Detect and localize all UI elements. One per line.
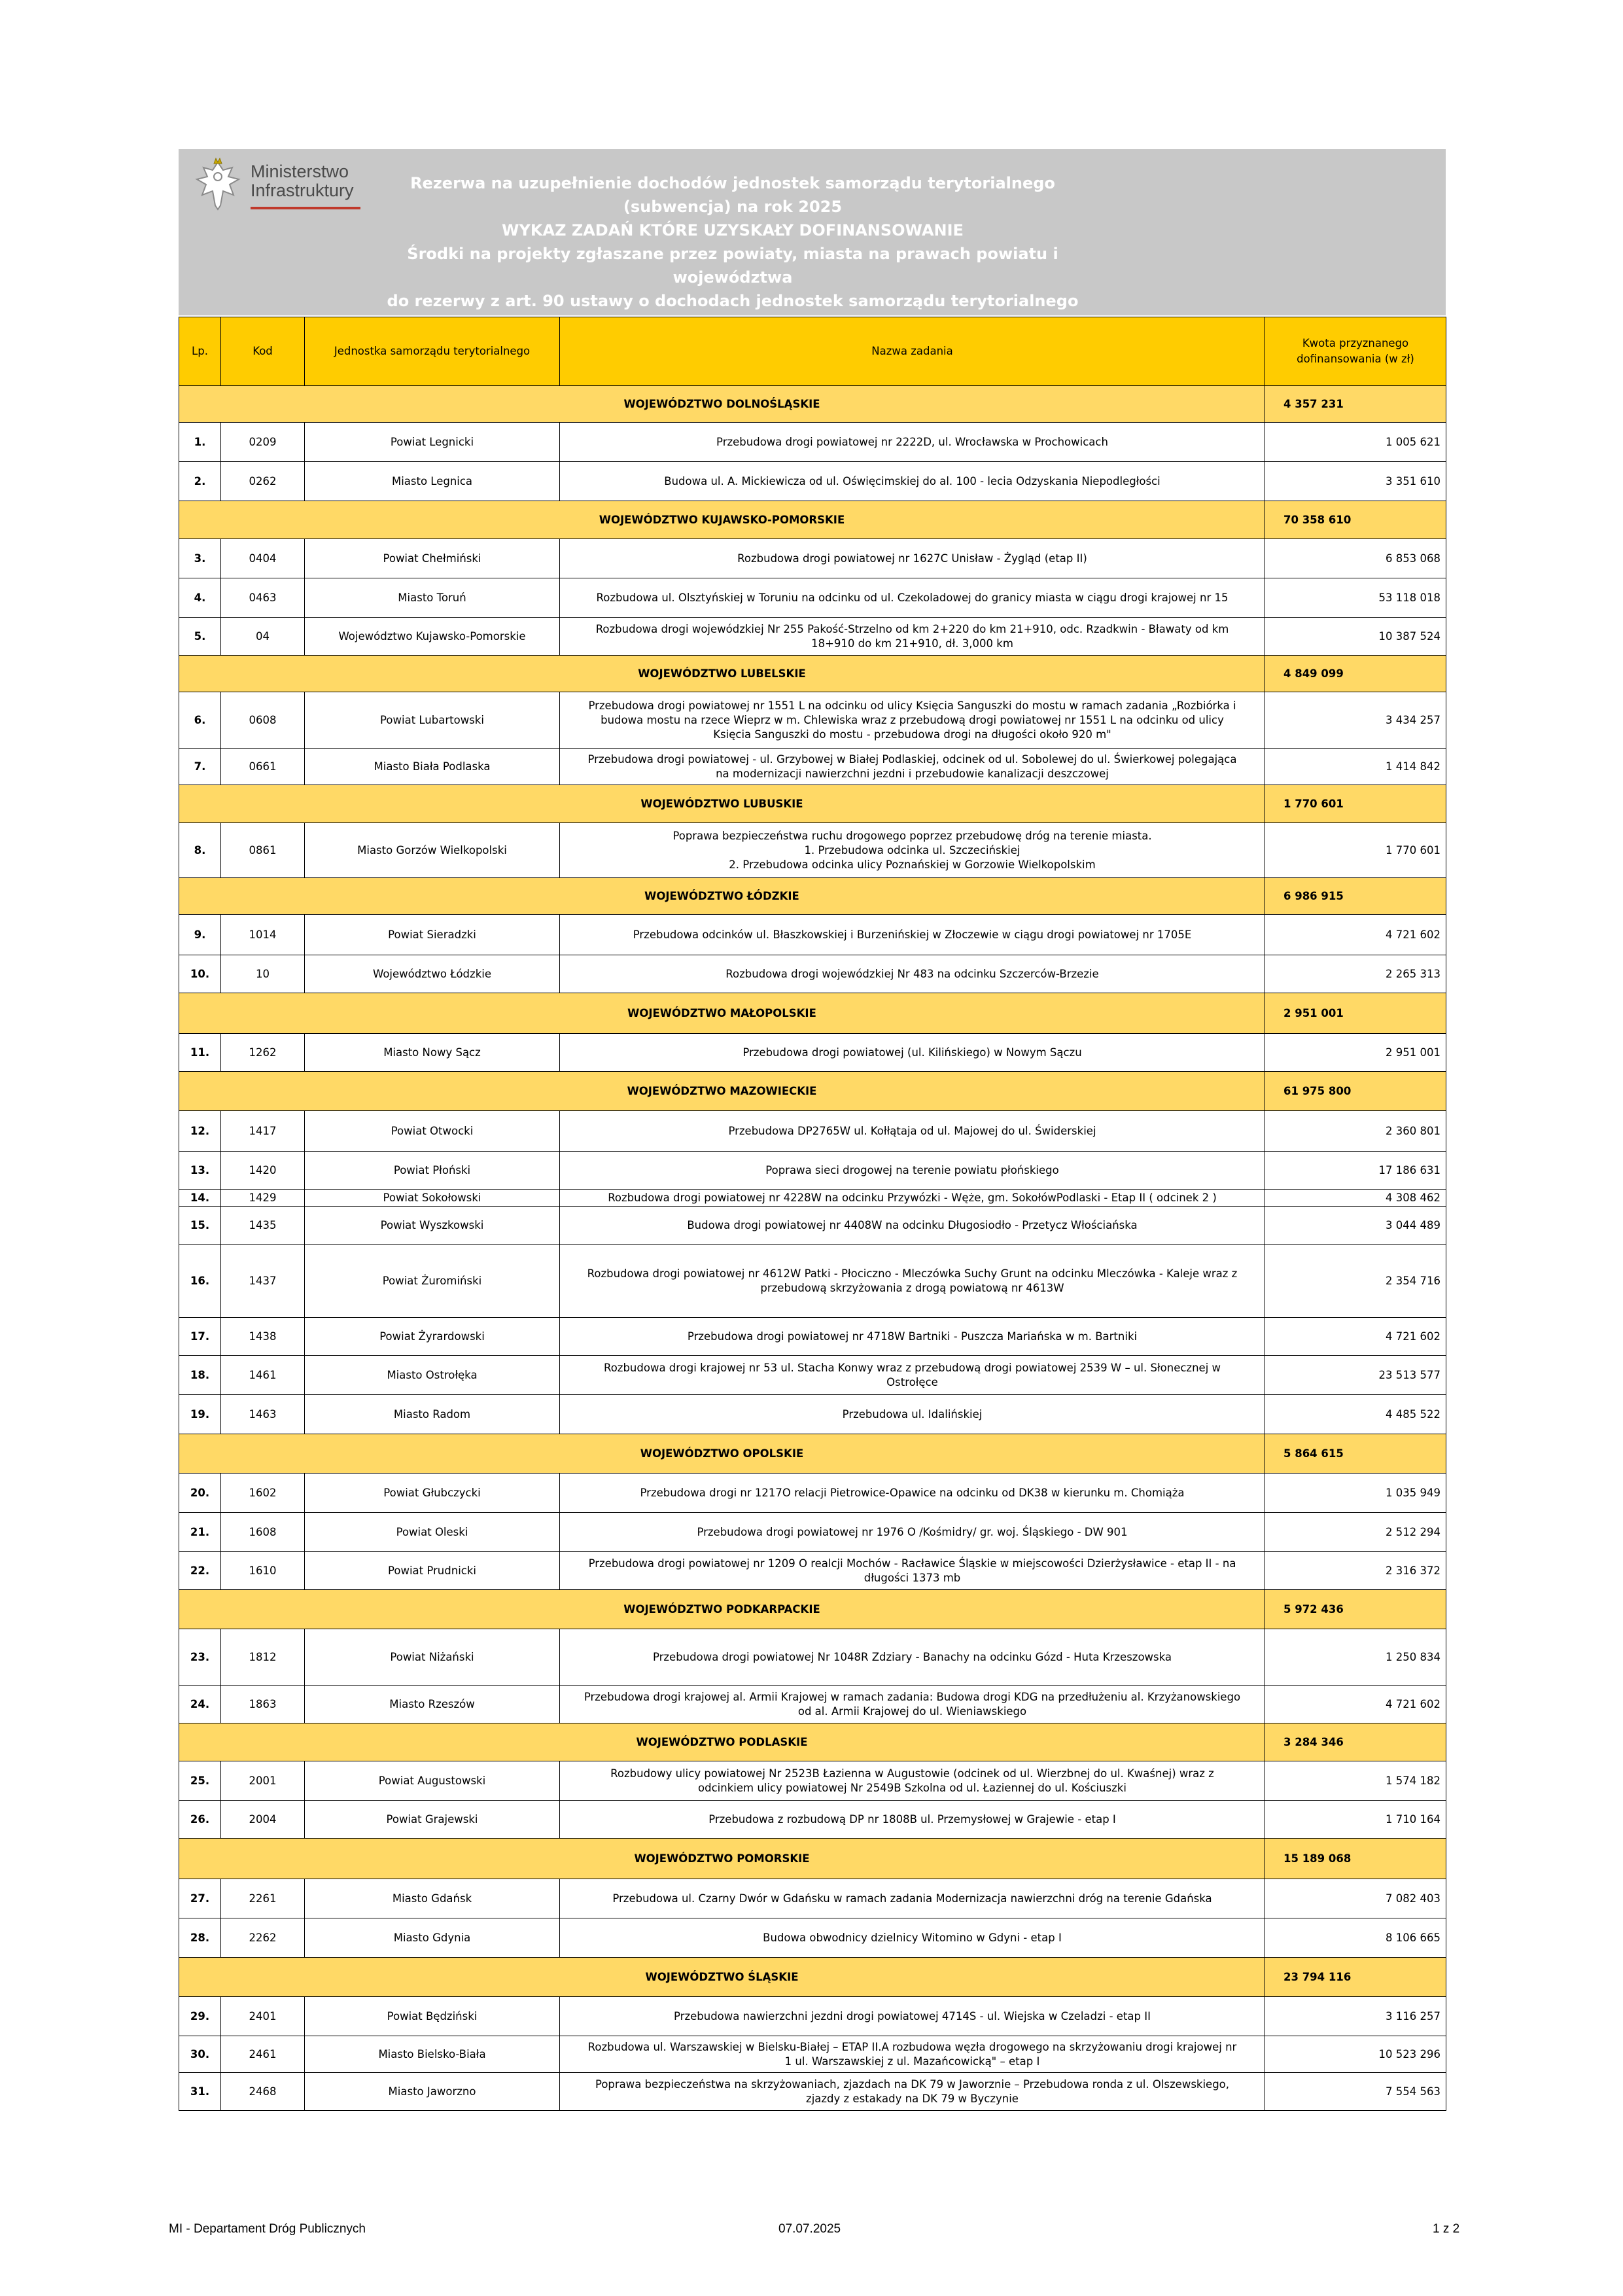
task-name-line: Budowa ul. A. Mickiewicza od ul. Oświęcimskiej do al. 100 - lecia Odzyskania Niepodległości bbox=[664, 474, 1161, 487]
cell-jst: Miasto Gdynia bbox=[305, 1918, 560, 1958]
cell-amount: 23 513 577 bbox=[1265, 1356, 1446, 1395]
col-header-lp: Lp. bbox=[179, 317, 221, 386]
table-row bbox=[179, 955, 1446, 993]
cell-kod: 1262 bbox=[221, 1034, 305, 1072]
cell-jst: Województwo Kujawsko-Pomorskie bbox=[305, 618, 560, 656]
task-name-line: Przebudowa drogi powiatowej - ul. Grzybowej w Białej Podlaskiej, odcinek od ul. Sobolewej do ul. Świerkowej polegająca bbox=[587, 752, 1237, 766]
cell-amount: 8 106 665 bbox=[1265, 1918, 1446, 1958]
table-body bbox=[179, 386, 1446, 2111]
table-row bbox=[179, 1111, 1446, 1152]
region-total-amount: 6 986 915 bbox=[1265, 878, 1446, 915]
cell-task-name bbox=[560, 2073, 1265, 2111]
cell-kod: 1420 bbox=[221, 1152, 305, 1190]
cell-task-name bbox=[560, 578, 1265, 618]
region-name: WOJEWÓDZTWO ŚLĄSKIE bbox=[179, 1958, 1265, 1997]
logo-underline bbox=[251, 207, 360, 209]
task-name-line: Przebudowa drogi krajowej al. Armii Krajowej w ramach zadania: Budowa drogi KDG na przedłużeniu al. Krzyżanowskiego bbox=[584, 1690, 1241, 1703]
table-row bbox=[179, 1629, 1446, 1686]
task-name-line: Rozbudowa drogi powiatowej nr 4612W Patki - Płociczno - Mleczówka Suchy Grunt na odcinku Mleczówka - Kaleje wraz z bbox=[587, 1267, 1238, 1280]
region-total-amount: 3 284 346 bbox=[1265, 1723, 1446, 1761]
cell-lp: 19. bbox=[179, 1395, 221, 1434]
cell-kod: 1463 bbox=[221, 1395, 305, 1434]
cell-jst: Miasto Gorzów Wielkopolski bbox=[305, 823, 560, 878]
cell-task-name bbox=[560, 823, 1265, 878]
region-name: WOJEWÓDZTWO LUBELSKIE bbox=[179, 656, 1265, 692]
table-row bbox=[179, 578, 1446, 618]
cell-kod: 0262 bbox=[221, 462, 305, 501]
title-line: WYKAZ ZADAŃ KTÓRE UZYSKAŁY DOFINANSOWANIE bbox=[502, 221, 964, 239]
cell-kod: 04 bbox=[221, 618, 305, 656]
cell-jst: Powiat Chełmiński bbox=[305, 539, 560, 578]
task-name-line: Rozbudowa ul. Olsztyńskiej w Toruniu na odcinku od ul. Czekoladowej do granicy miasta w ciągu drogi krajowej nr 15 bbox=[596, 591, 1229, 604]
cell-jst: Powiat Prudnicki bbox=[305, 1552, 560, 1590]
cell-jst: Województwo Łódzkie bbox=[305, 955, 560, 993]
cell-amount: 10 523 296 bbox=[1265, 2036, 1446, 2073]
region-name: WOJEWÓDZTWO ŁÓDZKIE bbox=[179, 878, 1265, 915]
region-row bbox=[179, 878, 1446, 915]
task-name-line: odcinkiem ulicy powiatowej Nr 2549B Szkolna od ul. Łaziennej do ul. Kościuszki bbox=[698, 1781, 1126, 1794]
table-row bbox=[179, 1686, 1446, 1723]
col-header-kwota-line: dofinansowania (w zł) bbox=[1297, 353, 1414, 365]
cell-task-name bbox=[560, 1686, 1265, 1723]
cell-amount: 6 853 068 bbox=[1265, 539, 1446, 578]
region-name: WOJEWÓDZTWO PODLASKIE bbox=[179, 1723, 1265, 1761]
cell-lp: 15. bbox=[179, 1207, 221, 1245]
cell-jst: Miasto Rzeszów bbox=[305, 1686, 560, 1723]
cell-amount: 1 414 842 bbox=[1265, 749, 1446, 785]
cell-amount: 3 351 610 bbox=[1265, 462, 1446, 501]
cell-jst: Powiat Grajewski bbox=[305, 1801, 560, 1839]
cell-lp: 12. bbox=[179, 1111, 221, 1152]
region-row bbox=[179, 1590, 1446, 1629]
task-name-line: przebudową skrzyżowania z drogą powiatową nr 4613W bbox=[760, 1281, 1064, 1294]
cell-kod: 1461 bbox=[221, 1356, 305, 1395]
cell-amount: 3 116 257 bbox=[1265, 1997, 1446, 2036]
cell-amount: 4 308 462 bbox=[1265, 1190, 1446, 1207]
cell-task-name bbox=[560, 1761, 1265, 1801]
region-name: WOJEWÓDZTWO POMORSKIE bbox=[179, 1839, 1265, 1879]
region-total-amount: 1 770 601 bbox=[1265, 785, 1446, 823]
cell-jst: Powiat Głubczycki bbox=[305, 1474, 560, 1513]
cell-lp: 23. bbox=[179, 1629, 221, 1686]
cell-amount: 7 554 563 bbox=[1265, 2073, 1446, 2111]
region-name: WOJEWÓDZTWO DOLNOŚLĄSKIE bbox=[179, 386, 1265, 423]
cell-jst: Powiat Żyrardowski bbox=[305, 1318, 560, 1356]
cell-amount: 1 710 164 bbox=[1265, 1801, 1446, 1839]
cell-lp: 18. bbox=[179, 1356, 221, 1395]
cell-task-name bbox=[560, 618, 1265, 656]
cell-amount: 3 434 257 bbox=[1265, 692, 1446, 749]
region-name: WOJEWÓDZTWO PODKARPACKIE bbox=[179, 1590, 1265, 1629]
cell-jst: Powiat Wyszkowski bbox=[305, 1207, 560, 1245]
cell-amount: 1 035 949 bbox=[1265, 1474, 1446, 1513]
cell-jst: Miasto Radom bbox=[305, 1395, 560, 1434]
cell-lp: 27. bbox=[179, 1879, 221, 1918]
table-row bbox=[179, 2073, 1446, 2111]
task-name-line: Przebudowa drogi powiatowej nr 1209 O realcji Mochów - Racławice Śląskie w miejscowości Dzierżysławice - etap II - na bbox=[588, 1557, 1236, 1570]
cell-amount: 4 721 602 bbox=[1265, 915, 1446, 955]
region-total-amount: 4 849 099 bbox=[1265, 656, 1446, 692]
task-name-line: 1 ul. Warszawskiej z ul. Mazańcowicką" – etap I bbox=[784, 2055, 1040, 2068]
cell-kod: 2401 bbox=[221, 1997, 305, 2036]
cell-lp: 31. bbox=[179, 2073, 221, 2111]
task-name-line: Przebudowa drogi nr 1217O relacji Pietrowice-Opawice na odcinku od DK38 w kierunku m. Chomiąża bbox=[640, 1486, 1185, 1499]
task-name-line: Przebudowa DP2765W ul. Kołłątaja od ul. Majowej do ul. Świderskiej bbox=[728, 1124, 1096, 1137]
region-total-amount: 70 358 610 bbox=[1265, 501, 1446, 539]
cell-kod: 10 bbox=[221, 955, 305, 993]
cell-jst: Powiat Lubartowski bbox=[305, 692, 560, 749]
title-line: Środki na projekty zgłaszane przez powiaty, miasta na prawach powiatu i województwa bbox=[407, 245, 1058, 287]
table-row bbox=[179, 539, 1446, 578]
cell-lp: 10. bbox=[179, 955, 221, 993]
cell-lp: 11. bbox=[179, 1034, 221, 1072]
cell-amount: 2 354 716 bbox=[1265, 1245, 1446, 1318]
footer-date: 07.07.2025 bbox=[778, 2222, 841, 2236]
region-row bbox=[179, 501, 1446, 539]
cell-jst: Powiat Niżański bbox=[305, 1629, 560, 1686]
cell-lp: 28. bbox=[179, 1918, 221, 1958]
region-total-amount: 61 975 800 bbox=[1265, 1072, 1446, 1111]
cell-task-name bbox=[560, 1245, 1265, 1318]
cell-task-name bbox=[560, 1801, 1265, 1839]
task-name-line: 18+910 do km 21+910, dł. 3,000 km bbox=[811, 637, 1013, 650]
cell-kod: 2261 bbox=[221, 1879, 305, 1918]
cell-lp: 8. bbox=[179, 823, 221, 878]
cell-lp: 3. bbox=[179, 539, 221, 578]
cell-kod: 1438 bbox=[221, 1318, 305, 1356]
cell-amount: 4 721 602 bbox=[1265, 1318, 1446, 1356]
region-row bbox=[179, 1723, 1446, 1761]
cell-task-name bbox=[560, 1152, 1265, 1190]
table-row bbox=[179, 1034, 1446, 1072]
table-row bbox=[179, 2036, 1446, 2073]
cell-kod: 2461 bbox=[221, 2036, 305, 2073]
cell-task-name bbox=[560, 1552, 1265, 1590]
task-name-line: Budowa drogi powiatowej nr 4408W na odcinku Długosiodło - Przetycz Włościańska bbox=[687, 1218, 1138, 1231]
task-name-line: Poprawa bezpieczeństwa ruchu drogowego poprzez przebudowę dróg na terenie miasta. bbox=[672, 829, 1152, 842]
tasks-table bbox=[179, 317, 1446, 2111]
cell-task-name bbox=[560, 2036, 1265, 2073]
cell-kod: 2468 bbox=[221, 2073, 305, 2111]
cell-jst: Powiat Płoński bbox=[305, 1152, 560, 1190]
cell-kod: 1610 bbox=[221, 1552, 305, 1590]
cell-jst: Miasto Bielsko-Biała bbox=[305, 2036, 560, 2073]
cell-kod: 1437 bbox=[221, 1245, 305, 1318]
cell-kod: 1014 bbox=[221, 915, 305, 955]
cell-task-name bbox=[560, 1474, 1265, 1513]
cell-task-name bbox=[560, 1513, 1265, 1552]
cell-kod: 1417 bbox=[221, 1111, 305, 1152]
task-name-line: Przebudowa drogi powiatowej (ul. Kilińskiego) w Nowym Sączu bbox=[742, 1046, 1082, 1059]
cell-lp: 25. bbox=[179, 1761, 221, 1801]
cell-jst: Powiat Legnicki bbox=[305, 423, 560, 462]
cell-jst: Powiat Otwocki bbox=[305, 1111, 560, 1152]
cell-task-name bbox=[560, 1190, 1265, 1207]
table-row bbox=[179, 915, 1446, 955]
table-row bbox=[179, 1879, 1446, 1918]
cell-task-name bbox=[560, 1997, 1265, 2036]
table-row bbox=[179, 1152, 1446, 1190]
cell-jst: Powiat Sokołowski bbox=[305, 1190, 560, 1207]
document-title bbox=[366, 171, 1099, 336]
cell-amount: 4 721 602 bbox=[1265, 1686, 1446, 1723]
cell-jst: Powiat Sieradzki bbox=[305, 915, 560, 955]
table-row bbox=[179, 692, 1446, 749]
task-name-line: Rozbudowa drogi krajowej nr 53 ul. Stacha Konwy wraz z przebudową drogi powiatowej 2539 W – ul. Słonecznej w bbox=[603, 1361, 1221, 1374]
table-row bbox=[179, 1801, 1446, 1839]
cell-lp: 21. bbox=[179, 1513, 221, 1552]
task-name-line: Ostrołęce bbox=[886, 1375, 938, 1388]
task-name-line: Budowa obwodnicy dzielnicy Witomino w Gdyni - etap I bbox=[763, 1931, 1062, 1944]
cell-amount: 1 250 834 bbox=[1265, 1629, 1446, 1686]
region-row bbox=[179, 656, 1446, 692]
table-row bbox=[179, 823, 1446, 878]
region-total-amount: 15 189 068 bbox=[1265, 1839, 1446, 1879]
task-name-line: Przebudowa nawierzchni jezdni drogi powiatowej 4714S - ul. Wiejska w Czeladzi - etap II bbox=[674, 2009, 1151, 2022]
cell-kod: 1812 bbox=[221, 1629, 305, 1686]
cell-kod: 2262 bbox=[221, 1918, 305, 1958]
cell-kod: 1608 bbox=[221, 1513, 305, 1552]
cell-lp: 17. bbox=[179, 1318, 221, 1356]
col-header-kwota bbox=[1265, 317, 1446, 386]
cell-jst: Powiat Oleski bbox=[305, 1513, 560, 1552]
cell-lp: 16. bbox=[179, 1245, 221, 1318]
cell-task-name bbox=[560, 1629, 1265, 1686]
cell-task-name bbox=[560, 692, 1265, 749]
cell-lp: 30. bbox=[179, 2036, 221, 2073]
task-name-line: Przebudowa drogi powiatowej nr 2222D, ul. Wrocławska w Prochowicach bbox=[716, 435, 1108, 448]
cell-jst: Miasto Toruń bbox=[305, 578, 560, 618]
task-name-line: zjazdy z estakady na DK 79 w Byczynie bbox=[806, 2092, 1019, 2105]
table-row bbox=[179, 1356, 1446, 1395]
cell-amount: 2 360 801 bbox=[1265, 1111, 1446, 1152]
task-name-line: Rozbudowa drogi wojewódzkiej Nr 483 na odcinku Szczerców-Brzezie bbox=[725, 967, 1099, 980]
cell-task-name bbox=[560, 1318, 1265, 1356]
cell-lp: 7. bbox=[179, 749, 221, 785]
region-total-amount: 2 951 001 bbox=[1265, 993, 1446, 1034]
cell-jst: Miasto Jaworzno bbox=[305, 2073, 560, 2111]
cell-task-name bbox=[560, 1111, 1265, 1152]
cell-amount: 2 265 313 bbox=[1265, 955, 1446, 993]
table-row bbox=[179, 1761, 1446, 1801]
title-line: do rezerwy z art. 90 ustawy o dochodach jednostek samorządu terytorialnego bbox=[387, 292, 1079, 310]
region-row bbox=[179, 1839, 1446, 1879]
logo-line-2: Infrastruktury bbox=[251, 181, 354, 200]
cell-lp: 5. bbox=[179, 618, 221, 656]
cell-kod: 1429 bbox=[221, 1190, 305, 1207]
task-name-line: 1. Przebudowa odcinka ul. Szczecińskiej bbox=[804, 843, 1021, 857]
cell-amount: 53 118 018 bbox=[1265, 578, 1446, 618]
region-name: WOJEWÓDZTWO LUBUSKIE bbox=[179, 785, 1265, 823]
task-name-line: Przebudowa z rozbudową DP nr 1808B ul. Przemysłowej w Grajewie - etap I bbox=[708, 1812, 1116, 1826]
region-total-amount: 5 864 615 bbox=[1265, 1434, 1446, 1474]
cell-task-name bbox=[560, 915, 1265, 955]
eagle-emblem-icon bbox=[192, 157, 244, 215]
footer-page-number: 1 z 2 bbox=[1433, 2222, 1460, 2236]
task-name-line: Księcia Sanguszki do mostu - przebudowa drogi na długości około 920 m" bbox=[713, 728, 1111, 741]
col-header-kwota-line: Kwota przyznanego bbox=[1302, 337, 1409, 349]
cell-amount: 4 485 522 bbox=[1265, 1395, 1446, 1434]
region-total-amount: 23 794 116 bbox=[1265, 1958, 1446, 1997]
cell-kod: 1863 bbox=[221, 1686, 305, 1723]
cell-lp: 24. bbox=[179, 1686, 221, 1723]
cell-lp: 4. bbox=[179, 578, 221, 618]
table-row bbox=[179, 1318, 1446, 1356]
cell-amount: 17 186 631 bbox=[1265, 1152, 1446, 1190]
cell-kod: 2001 bbox=[221, 1761, 305, 1801]
task-name-line: Przebudowa drogi powiatowej nr 4718W Bartniki - Puszcza Mariańska w m. Bartniki bbox=[687, 1330, 1138, 1343]
table-row bbox=[179, 1190, 1446, 1207]
cell-amount: 10 387 524 bbox=[1265, 618, 1446, 656]
table-row bbox=[179, 1207, 1446, 1245]
col-header-kod: Kod bbox=[221, 317, 305, 386]
cell-jst: Powiat Augustowski bbox=[305, 1761, 560, 1801]
cell-amount: 2 951 001 bbox=[1265, 1034, 1446, 1072]
cell-lp: 22. bbox=[179, 1552, 221, 1590]
task-name-line: Rozbudowa ul. Warszawskiej w Bielsku-Białej – ETAP II.A rozbudowa węzła drogowego na skrzyżowaniu drogi krajowej nr bbox=[587, 2040, 1237, 2053]
title-line: Rezerwa na uzupełnienie dochodów jednostek samorządu terytorialnego (subwencja) na rok 2025 bbox=[410, 174, 1055, 216]
region-name: WOJEWÓDZTWO OPOLSKIE bbox=[179, 1434, 1265, 1474]
cell-task-name bbox=[560, 1395, 1265, 1434]
cell-task-name bbox=[560, 1918, 1265, 1958]
cell-task-name bbox=[560, 462, 1265, 501]
cell-lp: 13. bbox=[179, 1152, 221, 1190]
region-row bbox=[179, 386, 1446, 423]
task-name-line: Poprawa bezpieczeństwa na skrzyżowaniach, zjazdach na DK 79 w Jaworznie – Przebudowa ronda z ul. Olszewskiego, bbox=[595, 2077, 1230, 2091]
col-header-jst: Jednostka samorządu terytorialnego bbox=[305, 317, 560, 386]
table-row bbox=[179, 462, 1446, 501]
cell-kod: 2004 bbox=[221, 1801, 305, 1839]
cell-jst: Miasto Nowy Sącz bbox=[305, 1034, 560, 1072]
region-row bbox=[179, 993, 1446, 1034]
task-name-line: Przebudowa ul. Czarny Dwór w Gdańsku w ramach zadania Modernizacja nawierzchni dróg na terenie Gdańska bbox=[612, 1892, 1212, 1905]
cell-task-name bbox=[560, 1356, 1265, 1395]
region-name: WOJEWÓDZTWO KUJAWSKO-POMORSKIE bbox=[179, 501, 1265, 539]
cell-kod: 0661 bbox=[221, 749, 305, 785]
cell-kod: 0608 bbox=[221, 692, 305, 749]
task-name-line: Przebudowa odcinków ul. Błaszkowskiej i Burzenińskiej w Złoczewie w ciągu drogi powiatowej nr 1705E bbox=[633, 928, 1192, 941]
region-name: WOJEWÓDZTWO MAŁOPOLSKIE bbox=[179, 993, 1265, 1034]
cell-task-name bbox=[560, 423, 1265, 462]
task-name-line: Poprawa sieci drogowej na terenie powiatu płońskiego bbox=[765, 1163, 1059, 1176]
cell-task-name bbox=[560, 955, 1265, 993]
cell-amount: 2 512 294 bbox=[1265, 1513, 1446, 1552]
cell-jst: Powiat Będziński bbox=[305, 1997, 560, 2036]
cell-lp: 29. bbox=[179, 1997, 221, 2036]
cell-lp: 2. bbox=[179, 462, 221, 501]
cell-jst: Miasto Ostrołęka bbox=[305, 1356, 560, 1395]
cell-jst: Miasto Gdańsk bbox=[305, 1879, 560, 1918]
cell-jst: Miasto Legnica bbox=[305, 462, 560, 501]
table-row bbox=[179, 749, 1446, 785]
region-row bbox=[179, 1958, 1446, 1997]
task-name-line: Przebudowa drogi powiatowej nr 1551 L na odcinku od ulicy Księcia Sanguszki do mostu w ramach zadania „Rozbiórka i bbox=[588, 699, 1236, 712]
region-row bbox=[179, 1434, 1446, 1474]
cell-lp: 6. bbox=[179, 692, 221, 749]
table-row bbox=[179, 1997, 1446, 2036]
table-row bbox=[179, 1552, 1446, 1590]
cell-amount: 3 044 489 bbox=[1265, 1207, 1446, 1245]
table-row bbox=[179, 1395, 1446, 1434]
cell-kod: 1602 bbox=[221, 1474, 305, 1513]
cell-task-name bbox=[560, 1207, 1265, 1245]
logo-line-1: Ministerstwo bbox=[251, 162, 349, 181]
table-row bbox=[179, 1245, 1446, 1318]
table-row bbox=[179, 1474, 1446, 1513]
cell-kod: 0861 bbox=[221, 823, 305, 878]
cell-lp: 1. bbox=[179, 423, 221, 462]
region-total-amount: 4 357 231 bbox=[1265, 386, 1446, 423]
task-name-line: 2. Przebudowa odcinka ulicy Poznańskiej w Gorzowie Wielkopolskim bbox=[729, 858, 1096, 871]
region-total-amount: 5 972 436 bbox=[1265, 1590, 1446, 1629]
task-name-line: Przebudowa drogi powiatowej nr 1976 O /Kośmidry/ gr. woj. Śląskiego - DW 901 bbox=[697, 1525, 1128, 1538]
region-row bbox=[179, 1072, 1446, 1111]
table-row bbox=[179, 1918, 1446, 1958]
table-row bbox=[179, 423, 1446, 462]
cell-kod: 0209 bbox=[221, 423, 305, 462]
region-name: WOJEWÓDZTWO MAZOWIECKIE bbox=[179, 1072, 1265, 1111]
task-name-line: Rozbudowa drogi powiatowej nr 1627C Unisław - Żygląd (etap II) bbox=[737, 552, 1087, 565]
cell-amount: 1 574 182 bbox=[1265, 1761, 1446, 1801]
footer-department: MI - Departament Dróg Publicznych bbox=[169, 2222, 366, 2236]
task-name-line: Rozbudowa drogi wojewódzkiej Nr 255 Pakość-Strzelno od km 2+220 do km 21+910, odc. Rzadkwin - Bławaty od km bbox=[595, 622, 1229, 635]
cell-lp: 14. bbox=[179, 1190, 221, 1207]
task-name-line: Rozbudowy ulicy powiatowej Nr 2523B Łazienna w Augustowie (odcinek od ul. Wierzbnej do ul. Kwaśnej) wraz z bbox=[610, 1767, 1214, 1780]
cell-task-name bbox=[560, 1879, 1265, 1918]
task-name-line: na modernizacji nawierzchni jezdni i przebudowie kanalizacji deszczowej bbox=[716, 767, 1109, 780]
table-header-row bbox=[179, 317, 1446, 386]
task-name-line: budowa mostu na rzece Wieprz w m. Chlewiska wraz z przebudową drogi powiatowej nr 1551 L na odcinku od ulicy bbox=[601, 713, 1224, 726]
task-name-line: długości 1373 mb bbox=[864, 1571, 961, 1584]
cell-lp: 20. bbox=[179, 1474, 221, 1513]
task-name-line: Rozbudowa drogi powiatowej nr 4228W na odcinku Przywózki - Węże, gm. SokołówPodlaski - Etap II ( odcinek 2 ) bbox=[608, 1191, 1217, 1204]
ministry-logo bbox=[192, 157, 388, 216]
table-row bbox=[179, 1513, 1446, 1552]
cell-amount: 1 770 601 bbox=[1265, 823, 1446, 878]
cell-kod: 1435 bbox=[221, 1207, 305, 1245]
task-name-line: Przebudowa ul. Idalińskiej bbox=[842, 1407, 983, 1421]
task-name-line: Przebudowa drogi powiatowej Nr 1048R Zdziary - Banachy na odcinku Gózd - Huta Krzeszowska bbox=[652, 1650, 1172, 1663]
cell-task-name bbox=[560, 749, 1265, 785]
region-row bbox=[179, 785, 1446, 823]
cell-amount: 1 005 621 bbox=[1265, 423, 1446, 462]
cell-task-name bbox=[560, 539, 1265, 578]
table-row bbox=[179, 618, 1446, 656]
cell-kod: 0463 bbox=[221, 578, 305, 618]
cell-kod: 0404 bbox=[221, 539, 305, 578]
task-name-line: od al. Armii Krajowej do ul. Wieniawskiego bbox=[797, 1704, 1027, 1718]
cell-amount: 7 082 403 bbox=[1265, 1879, 1446, 1918]
cell-lp: 26. bbox=[179, 1801, 221, 1839]
cell-jst: Powiat Żuromiński bbox=[305, 1245, 560, 1318]
col-header-nazwa: Nazwa zadania bbox=[560, 317, 1265, 386]
cell-amount: 2 316 372 bbox=[1265, 1552, 1446, 1590]
cell-lp: 9. bbox=[179, 915, 221, 955]
cell-jst: Miasto Biała Podlaska bbox=[305, 749, 560, 785]
cell-task-name bbox=[560, 1034, 1265, 1072]
